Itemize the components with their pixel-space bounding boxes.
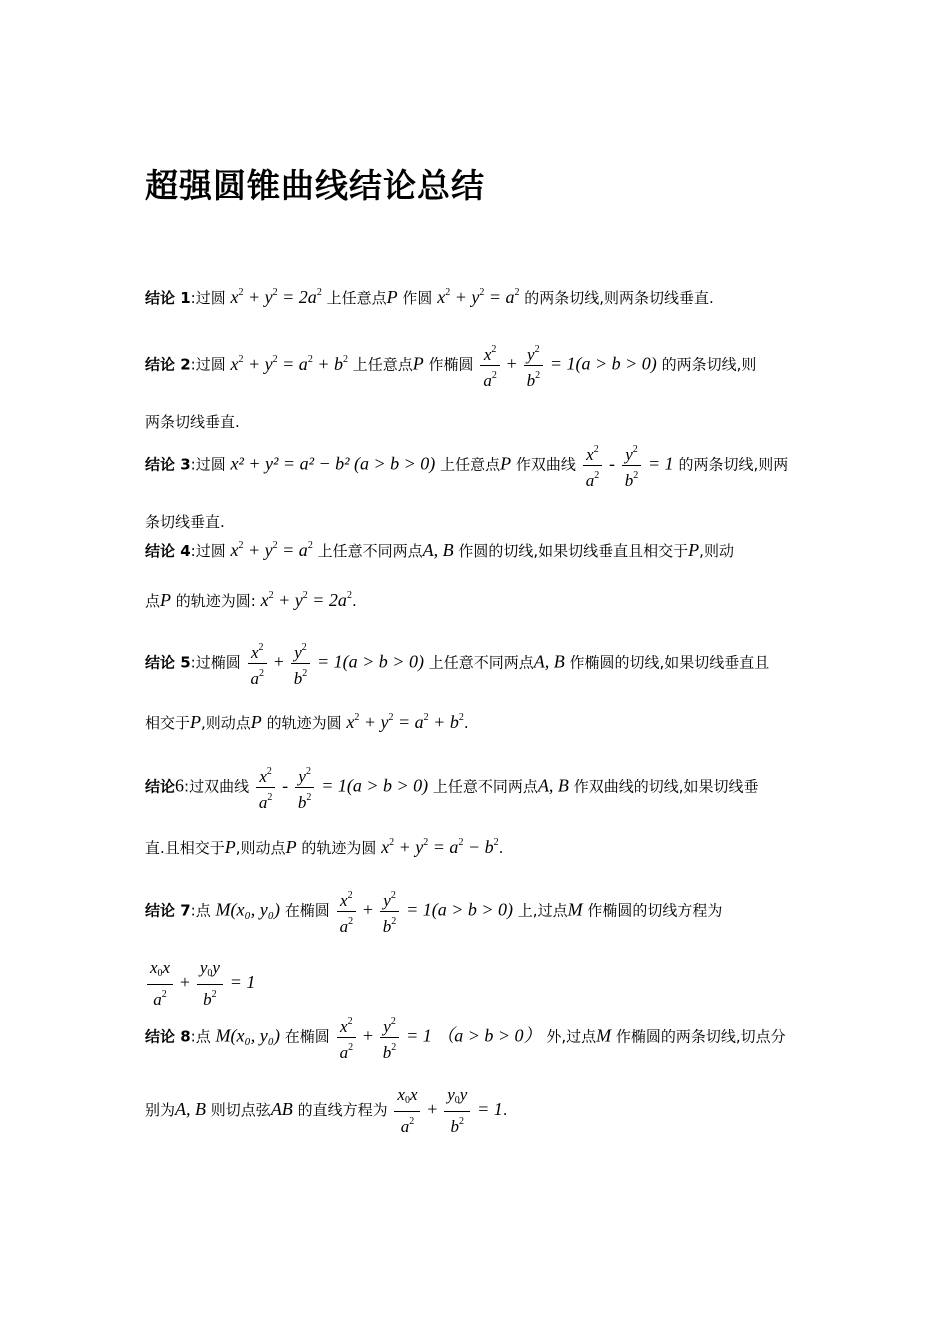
conclusion-6: 结论6:过双曲线 $\frac{x^2}{a^2}$ - $\frac{y^2}{b^2}$ = 1(a > b > 0) 上任意不同两点A, B 作双曲线的切线,如果切线垂 — [145, 762, 759, 813]
conclusion-4-cont: 点P 的轨迹为圆: $x^2 + y^2 = 2a^2$. — [145, 590, 357, 610]
formula-circle-a2mb2: x² + y² = a² − b² (a > b > 0) — [230, 453, 436, 474]
fraction-x0x-a2: $\frac{x_0x}{a^2}$ — [394, 1085, 420, 1137]
conclusion-8: 结论 8:点 M(x₀, y₀) 在椭圆 $\frac{x^2}{a^2}$ + $\frac{y^2}{b^2}$ = 1 （a > b > 0） 外,过点M 作椭圆的两条切线,切点分 — [145, 1012, 786, 1063]
conclusion-5-cont: 相交于P,则动点P 的轨迹为圆 $x^2 + y^2 = a^2 + b^2$. — [145, 712, 469, 732]
formula-circle-2a2: $x^2 + y^2 = 2a^2$ — [230, 287, 322, 307]
conclusion-label: 结论 — [145, 777, 176, 796]
conclusion-label: 结论 1 — [145, 289, 191, 307]
formula-circle-a2b2: $x^2 + y^2 = a^2 + b^2$ — [346, 712, 464, 732]
formula-point-m: M(x₀, y₀) — [215, 899, 280, 920]
conclusion-label: 结论 8 — [145, 1027, 191, 1046]
formula-point-m: M(x₀, y₀) — [215, 1025, 280, 1046]
fraction-y2-b2: $\frac{y^2}{b^2}$ — [380, 1012, 400, 1063]
conclusion-7-formula: $\frac{x_0x}{a^2}$ + $\frac{y_0y}{b^2}$ = 1 — [145, 958, 255, 1010]
conclusion-4: 结论 4:过圆 $x^2 + y^2 = a^2$ 上任意不同两点A, B 作圆的切线,如果切线垂直且相交于P,则动 — [145, 540, 734, 560]
conclusion-2: 结论 2:过圆 $x^2 + y^2 = a^2 + b^2$ 上任意点P 作椭圆 $\frac{x^2}{a^2}$ + $\frac{y^2}{b^2}$ = 1(a > b > 0) 的两条切线,则 — [145, 340, 756, 391]
fraction-y2-b2: $\frac{y^2}{b^2}$ — [291, 638, 311, 689]
conclusion-5: 结论 5:过椭圆 $\frac{x^2}{a^2}$ + $\frac{y^2}{b^2}$ = 1(a > b > 0) 上任意不同两点A, B 作椭圆的切线,如果切线垂直且 — [145, 638, 769, 689]
formula-circle-a2b2: $x^2 + y^2 = a^2 + b^2$ — [230, 353, 348, 374]
fraction-x0x-a2: $\frac{x_0x}{a^2}$ — [147, 958, 173, 1010]
fraction-x2-a2: $\frac{x^2}{a^2}$ — [583, 440, 603, 491]
fraction-y2-b2: $\frac{y^2}{b^2}$ — [380, 886, 400, 937]
conclusion-label: 结论 7 — [145, 901, 191, 920]
formula-circle-a2mb2: $x^2 + y^2 = a^2 - b^2$ — [381, 837, 499, 857]
fraction-y2-b2: $\frac{y^2}{b^2}$ — [622, 440, 642, 491]
conclusion-6-cont: 直.且相交于P,则动点P 的轨迹为圆 $x^2 + y^2 = a^2 - b^2$. — [145, 837, 504, 857]
fraction-y2-b2: $\frac{y^2}{b^2}$ — [295, 762, 315, 813]
fraction-x2-a2: $\frac{x^2}{a^2}$ — [337, 1012, 357, 1063]
fraction-x2-a2: $\frac{x^2}{a^2}$ — [256, 762, 276, 813]
fraction-y0y-b2: $\frac{y_0y}{b^2}$ — [197, 958, 223, 1010]
formula-circle-a2: $x^2 + y^2 = a^2$ — [437, 287, 520, 307]
conclusion-label: 结论 5 — [145, 653, 191, 672]
formula-circle-2a2: $x^2 + y^2 = 2a^2$ — [260, 590, 352, 610]
formula-circle-a2: $x^2 + y^2 = a^2$ — [230, 540, 313, 560]
fraction-x2-a2: $\frac{x^2}{a^2}$ — [337, 886, 357, 937]
conclusion-label: 结论 4 — [145, 542, 191, 560]
conclusion-2-cont: 两条切线垂直. — [145, 413, 240, 431]
conclusion-3-cont: 条切线垂直. — [145, 513, 225, 531]
conclusion-label: 结论 3 — [145, 455, 191, 474]
fraction-x2-a2: $\frac{x^2}{a^2}$ — [480, 340, 500, 391]
fraction-y2-b2: $\frac{y^2}{b^2}$ — [524, 340, 544, 391]
fraction-x2-a2: $\frac{x^2}{a^2}$ — [248, 638, 268, 689]
conclusion-8-cont: 别为A, B 则切点弦AB 的直线方程为 $\frac{x_0x}{a^2}$ + $\frac{y_0y}{b^2}$ = 1. — [145, 1085, 508, 1136]
conclusion-1: 结论 1:过圆 $x^2 + y^2 = 2a^2$ 上任意点P 作圆 $x^2 + y^2 = a^2$ 的两条切线,则两条切线垂直. — [145, 287, 714, 307]
page-title: 超强圆锥曲线结论总结 — [145, 166, 485, 205]
conclusion-7: 结论 7:点 M(x₀, y₀) 在椭圆 $\frac{x^2}{a^2}$ + $\frac{y^2}{b^2}$ = 1(a > b > 0) 上,过点M 作椭圆的切线方程为 — [145, 886, 722, 937]
conclusion-label: 结论 2 — [145, 355, 191, 374]
conclusion-3: 结论 3:过圆 x² + y² = a² − b² (a > b > 0) 上任意点P 作双曲线 $\frac{x^2}{a^2}$ - $\frac{y^2}{b^2}$ = 1 的两条切线,则两 — [145, 440, 788, 491]
fraction-y0y-b2: $\frac{y_0y}{b^2}$ — [444, 1085, 470, 1137]
